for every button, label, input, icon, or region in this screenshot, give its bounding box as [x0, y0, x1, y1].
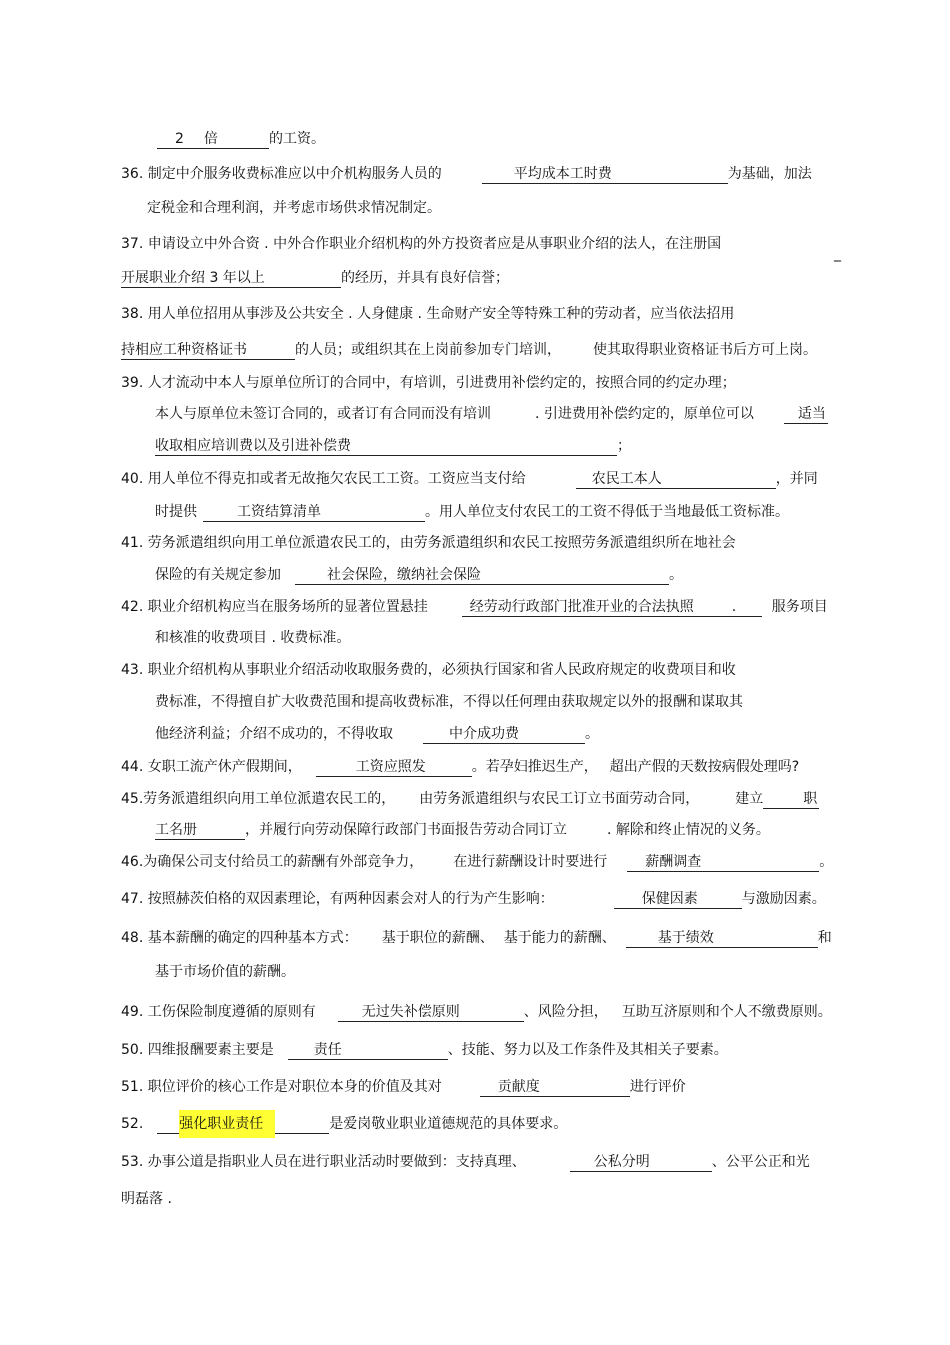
q48-text-3: 基于能力的薪酬、	[503, 930, 616, 946]
q38-text-3: 使其取得职业资格证书后方可上岗。	[593, 342, 817, 358]
q49-text: 工伤保险制度遵循的原则有	[147, 1004, 316, 1020]
q38-line1	[121, 304, 734, 324]
q50-answer: 责任	[288, 1041, 448, 1060]
q36-text-2: 为基础，加法	[727, 166, 812, 182]
q38-text: 用人单位招用从事涉及公共安全 . 人身健康 . 生命财产安全等特殊工种的劳动者，应当依法招用	[147, 306, 735, 322]
q48-line1	[121, 928, 832, 948]
q39-text-2: 本人与原单位未签订合同的，或者订有合同而没有培训	[155, 406, 491, 422]
q37-dash: _	[834, 246, 841, 262]
q46-text-3: 。	[819, 854, 834, 870]
q45-text: 劳务派遣组织向用工单位派遣农民工的，	[143, 791, 396, 807]
q38-text-2: 的人员；或组织其在上岗前参加专门培训，	[295, 342, 561, 358]
q42-number: 42.	[121, 599, 144, 615]
q39-answer-2: 收取相应培训费以及引进补偿费	[155, 437, 617, 456]
q53-answer: 公私分明	[570, 1153, 712, 1172]
q49-text-3: 互助互济原则和个人不缴费原则。	[621, 1004, 832, 1020]
q41-text-3: 。	[669, 567, 683, 583]
q45-number: 45.	[121, 791, 144, 807]
q39-answer-1: 适当	[784, 405, 828, 424]
highlighted-answer: 强化职业责任	[179, 1110, 275, 1138]
q48-number: 48.	[121, 930, 144, 946]
q40-line2	[155, 502, 789, 522]
q51-line1	[121, 1077, 686, 1097]
q44-line1	[121, 757, 799, 777]
q40-text: 用人单位不得克扣或者无故拖欠农民工工资。工资应当支付给	[147, 471, 526, 487]
q48-text-2: 基于职位的薪酬、	[381, 930, 494, 946]
q48-text: 基本薪酬的确定的四种基本方式：	[147, 930, 358, 946]
q53-line2: 明磊落 .	[121, 1191, 172, 1207]
q44-text: 女职工流产休产假期间，	[147, 759, 302, 775]
q41-line2	[155, 565, 683, 585]
q37-answer: 开展职业介绍 3 年以上	[121, 269, 341, 288]
q37-line2	[121, 268, 509, 288]
q45-line2	[155, 820, 770, 840]
q49-number: 49.	[121, 1004, 144, 1020]
q41-text-2: 保险的有关规定参加	[155, 567, 281, 583]
q39-text-4: ；	[617, 438, 631, 454]
q44-answer: 工资应照发	[316, 758, 472, 777]
q49-text-2: 、风险分担，	[523, 1004, 608, 1020]
q43-number: 43.	[121, 662, 144, 678]
q38-answer: 持相应工种资格证书	[121, 341, 295, 360]
q40-text-4: 。用人单位支付农民工的工资不得低于当地最低工资标准。	[425, 504, 789, 520]
q44-text-3: 超出产假的天数按病假处理吗?	[609, 759, 800, 775]
q43-text: 职业介绍机构从事职业介绍活动收取服务费的，必须执行国家和省人民政府规定的收费项目和收	[147, 662, 736, 678]
q53-number: 53.	[121, 1154, 144, 1170]
q52-line1	[121, 1114, 567, 1134]
q47-line1	[121, 889, 826, 909]
q39-line1	[121, 373, 736, 393]
q45-text-3: 建立	[735, 791, 764, 807]
q42-line1	[121, 597, 828, 617]
q53-line1	[121, 1152, 810, 1172]
q40-answer-1: 农民工本人	[576, 470, 776, 489]
q53-text-2: 、公平公正和光	[711, 1154, 810, 1170]
q40-answer-2: 工资结算清单	[203, 503, 425, 522]
q42-answer: 经劳动行政部门批准开业的合法执照 .	[462, 598, 762, 617]
q43-line1	[121, 660, 736, 680]
q37-text-2: 的经历，并具有良好信誉；	[341, 270, 509, 286]
q45-answer-2: 工名册	[155, 821, 245, 840]
q46-text: 为确保公司支付给员工的薪酬有外部竞争力，	[143, 854, 424, 870]
q47-text-2: 与激励因素。	[741, 891, 826, 907]
q50-line1	[121, 1040, 728, 1060]
q45-text-4: ，并履行向劳动保障行政部门书面报告劳动合同订立	[245, 822, 567, 838]
q52-answer	[157, 1115, 329, 1134]
q44-number: 44.	[121, 759, 144, 775]
q46-text-2: 在进行薪酬设计时要进行	[453, 854, 608, 870]
q41-text: 劳务派遣组织向用工单位派遣农民工的，由劳务派遣组织和农民工按照劳务派遣组织所在地社会	[147, 535, 736, 551]
q51-number: 51.	[121, 1079, 144, 1095]
q48-answer: 基于绩效	[626, 929, 818, 948]
q35-text: 的工资。	[269, 131, 325, 147]
q36-line1	[121, 164, 812, 184]
q53-text: 办事公道是指职业人员在进行职业活动时要做到：支持真理、	[147, 1154, 526, 1170]
q41-line1	[121, 533, 736, 553]
q36-line2: 定税金和合理利润，并考虑市场供求情况制定。	[147, 200, 441, 216]
q43-text-3: 他经济利益；介绍不成功的，不得收取	[155, 726, 393, 742]
q35-answer: 2 倍	[157, 130, 269, 149]
q49-line1	[121, 1002, 832, 1022]
q47-number: 47.	[121, 891, 144, 907]
q44-text-2: 。若孕妇推迟生产，	[471, 759, 598, 775]
q43-answer: 中介成功费	[423, 725, 585, 744]
q39-line3	[155, 436, 631, 456]
q45-text-5: . 解除和终止情况的义务。	[607, 822, 770, 838]
q40-line1	[121, 469, 818, 489]
q42-text: 职业介绍机构应当在服务场所的显著位置悬挂	[147, 599, 428, 615]
q46-line1	[121, 852, 833, 872]
q42-text-2: 服务项目	[771, 599, 828, 615]
q40-text-2: ，并同	[775, 471, 818, 487]
q39-line2	[155, 404, 828, 424]
q41-answer: 社会保险，缴纳社会保险	[295, 566, 669, 585]
q49-answer: 无过失补偿原则	[338, 1003, 524, 1022]
q47-answer: 保健因素	[614, 890, 742, 909]
q41-number: 41.	[121, 535, 144, 551]
q51-text-2: 进行评价	[629, 1079, 686, 1095]
q45-answer-1: 职	[763, 790, 819, 809]
q37-number: 37.	[121, 236, 144, 252]
q38-line2	[121, 340, 817, 360]
q37-line1	[121, 234, 721, 254]
q52-text: 是爱岗敬业职业道德规范的具体要求。	[329, 1116, 568, 1132]
q39-number: 39.	[121, 375, 144, 391]
q48-text-4: 和	[817, 930, 832, 946]
q50-number: 50.	[121, 1042, 144, 1058]
q52-number: 52.	[121, 1116, 144, 1132]
q42-line2: 和核准的收费项目 . 收费标准。	[155, 630, 351, 646]
q48-line2: 基于市场价值的薪酬。	[155, 964, 295, 980]
q50-text-2: 、技能、努力以及工作条件及其相关子要素。	[447, 1042, 728, 1058]
q38-number: 38.	[121, 306, 144, 322]
q51-text: 职位评价的核心工作是对职位本身的价值及其对	[147, 1079, 442, 1095]
q36-text: 制定中介服务收费标准应以中介机构服务人员的	[147, 166, 442, 182]
q47-text: 按照赫茨伯格的双因素理论，有两种因素会对人的行为产生影响：	[147, 891, 554, 907]
q36-number: 36.	[121, 166, 144, 182]
q35-line	[157, 129, 325, 149]
q50-text: 四维报酬要素主要是	[147, 1042, 274, 1058]
q39-text-3: . 引进费用补偿约定的，原单位可以	[535, 406, 754, 422]
q43-line2: 费标准，不得擅自扩大收费范围和提高收费标准，不得以任何理由获取规定以外的报酬和谋取其	[155, 694, 743, 710]
q43-line3	[155, 724, 599, 744]
q46-number: 46.	[121, 854, 144, 870]
q39-text: 人才流动中本人与原单位所订的合同中，有培训，引进费用补偿约定的，按照合同的约定办理；	[147, 375, 736, 391]
q40-number: 40.	[121, 471, 144, 487]
q46-answer: 薪酬调查	[627, 853, 819, 872]
q43-text-4: 。	[585, 726, 599, 742]
q45-line1	[121, 789, 819, 809]
q37-text: 申请设立中外合资 . 中外合作职业介绍机构的外方投资者应是从事职业介绍的法人，在注册国	[147, 236, 722, 252]
q40-text-3: 时提供	[155, 504, 197, 520]
q51-answer: 贡献度	[480, 1078, 630, 1097]
q36-answer: 平均成本工时费	[482, 165, 728, 184]
q45-text-2: 由劳务派遣组织与农民工订立书面劳动合同，	[419, 791, 700, 807]
